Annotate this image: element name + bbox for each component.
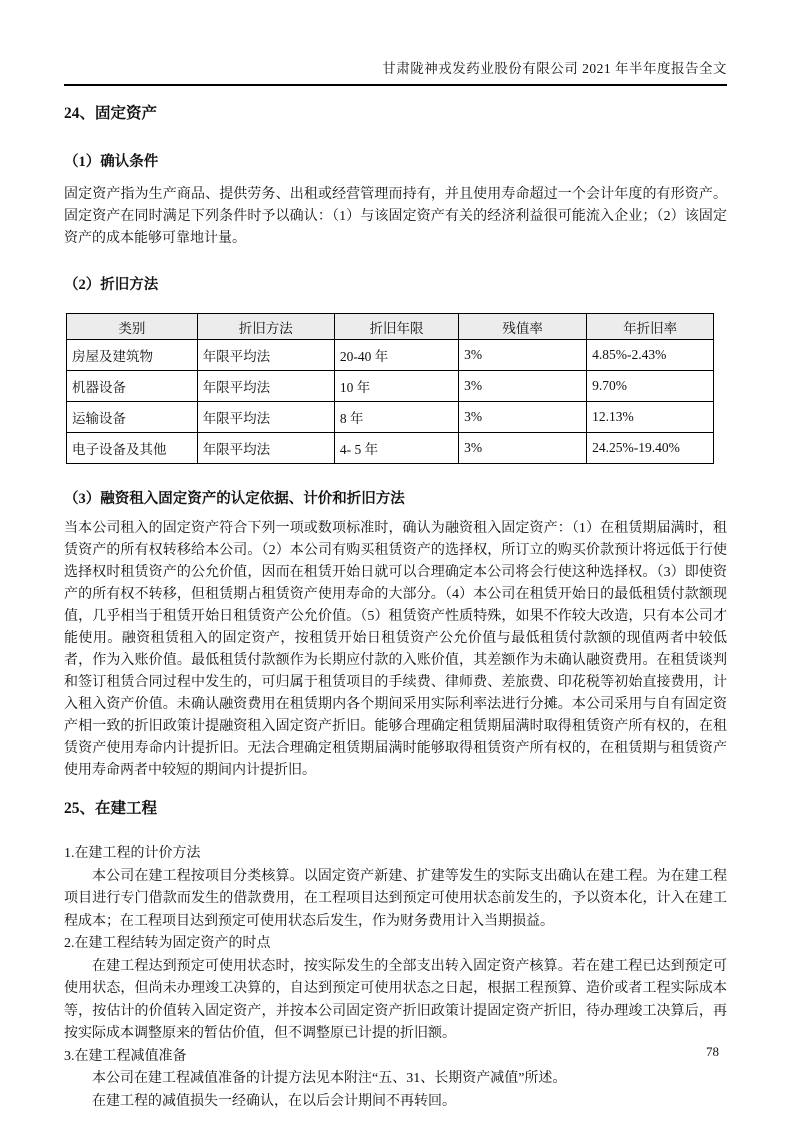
section-24-1-body: 固定资产指为生产商品、提供劳务、出租或经营管理而持有，并且使用寿命超过一个会计年度的有形资产。固定资产在同时满足下列条件时予以确认：（1）与该固定资产有关的经济利益很可能流入企业；（2）该固定资产的成本能够可靠地计量。 [64, 187, 727, 246]
cell-category: 机器设备 [67, 371, 198, 402]
section-24-title: 24、固定资产 [64, 105, 158, 122]
cell-life: 4- 5 年 [334, 433, 458, 464]
cip-item-3-paragraph-2: 在建工程的减值损失一经确认，在以后会计期间不再转回。 [92, 1093, 456, 1109]
cip-item-2-paragraph: 在建工程达到预定可使用状态时，按实际发生的全部支出转入固定资产核算。若在建工程已达到预定可使用状态，但尚未办理竣工决算的，自达到预定可使用状态之日起，根据工程预算、造价或者工程实际成本等，按估计的价值转入固定资产，并按本公司固定资产折旧政策计提固定资产折旧，待办理竣工决算后，再按实际成本调整原来的暂估价值，但不调整原已计提的折旧额。 [64, 958, 727, 1041]
cell-annual-rate: 9.70% [587, 371, 714, 402]
cell-life: 20-40 年 [334, 340, 458, 371]
col-header-method: 折旧方法 [197, 314, 334, 340]
cell-life: 10 年 [334, 371, 458, 402]
section-24-1-title: （1）确认条件 [64, 154, 159, 170]
col-header-annual-rate: 年折旧率 [587, 314, 714, 340]
page-number: 78 [706, 1044, 719, 1059]
cell-annual-rate: 12.13% [587, 402, 714, 433]
cip-item-2-label: 2.在建工程结转为固定资产的时点 [64, 936, 271, 951]
report-header-title: 甘肃陇神戎发药业股份有限公司 2021 年半年度报告全文 [382, 61, 727, 76]
section-24-3-title: （3）融资租入固定资产的认定依据、计价和折旧方法 [64, 491, 405, 507]
table-row-transport [67, 402, 714, 433]
table-row-buildings [67, 340, 714, 371]
section-25-title: 25、在建工程 [64, 800, 158, 817]
cell-annual-rate: 24.25%-19.40% [587, 433, 714, 464]
cell-category: 运输设备 [67, 402, 198, 433]
page-header [64, 0, 727, 86]
cell-method: 年限平均法 [197, 340, 334, 371]
table-row-electronics [67, 433, 714, 464]
cell-residual-rate: 3% [459, 402, 587, 433]
cip-item-1-paragraph: 本公司在建工程按项目分类核算。以固定资产新建、扩建等发生的实际支出确认在建工程。为在建工程项目进行专门借款而发生的借款费用，在工程项目达到预定可使用状态前发生的，予以资本化，计入在建工程成本；在工程项目达到预定可使用状态后发生，作为财务费用计入当期损益。 [64, 868, 727, 929]
cell-method: 年限平均法 [197, 371, 334, 402]
cell-residual-rate: 3% [459, 371, 587, 402]
section-25-content [64, 843, 727, 1113]
cell-method: 年限平均法 [197, 433, 334, 464]
cell-residual-rate: 3% [459, 433, 587, 464]
table-row-machinery [67, 371, 714, 402]
cell-life: 8 年 [334, 402, 458, 433]
depreciation-table [66, 313, 714, 464]
col-header-category: 类别 [67, 314, 198, 340]
cell-method: 年限平均法 [197, 402, 334, 433]
cell-annual-rate: 4.85%-2.43% [587, 340, 714, 371]
section-24-3-body: 当本公司租入的固定资产符合下列一项或数项标准时，确认为融资租入固定资产：（1）在租赁期届满时，租赁资产的所有权转移给本公司。（2）本公司有购买租赁资产的选择权，所订立的购买价款预计将远低于行使选择权时租赁资产的公允价值，因而在租赁开始日就可以合理确定本公司将会行使这种选择权。（3）即使资产的所有权不转移，但租赁期占租赁资产使用寿命的大部分。（4）本公司在租赁开始日的最低租赁付款额现值，几乎相当于租赁开始日租赁资产公允价值。（5）租赁资产性质特殊，如果不作较大改造，只有本公司才能使用。融资租赁租入的固定资产，按租赁开始日租赁资产公允价值与最低租赁付款额的现值两者中较低者，作为入账价值。最低租赁付款额作为长期应付款的入账价值，其差额作为未确认融资费用。在租赁谈判和签订租赁合同过程中发生的，可归属于租赁项目的手续费、律师费、差旅费、印花税等初始直接费用，计入租入资产价值。未确认融资费用在租赁期内各个期间采用实际利率法进行分摊。本公司采用与自有固定资产相一致的折旧政策计提融资租入固定资产折旧。能够合理确定租赁期届满时取得租赁资产所有权的，在租赁资产使用寿命内计提折旧。无法合理确定租赁期届满时能够取得租赁资产所有权的，在租赁期与租赁资产使用寿命两者中较短的期间内计提折旧。 [64, 521, 727, 778]
col-header-residual-rate: 残值率 [459, 314, 587, 340]
cell-category: 电子设备及其他 [67, 433, 198, 464]
cell-category: 房屋及建筑物 [67, 340, 198, 371]
cell-residual-rate: 3% [459, 340, 587, 371]
cip-item-3-label: 3.在建工程减值准备 [64, 1048, 187, 1064]
cip-item-1-label: 1.在建工程的计价方法 [64, 846, 201, 861]
cip-item-3-paragraph-1: 本公司在建工程减值准备的计提方法见本附注“五、31、长期资产减值”所述。 [92, 1071, 567, 1086]
col-header-life: 折旧年限 [334, 314, 458, 340]
section-24-2-title: （2）折旧方法 [64, 277, 159, 293]
depreciation-table-header-row [67, 314, 714, 340]
